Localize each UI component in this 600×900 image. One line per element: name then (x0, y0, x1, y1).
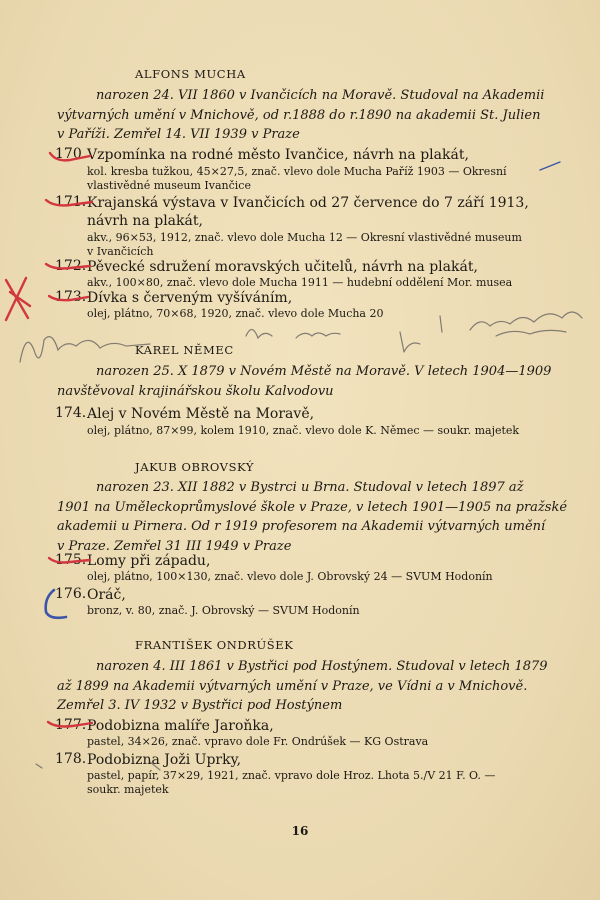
title-line: Krajanská výstava v Ivančicích od 27 července do 7 září 1913, (87, 195, 529, 211)
red-cross-stroke (6, 278, 26, 320)
bio-line: akademii u Pirnera. Od r 1919 profesorem na Akademii výtvarných umění (57, 519, 546, 534)
artist-bio (57, 362, 567, 401)
bio-line: navštěvoval krajinářskou školu Kalvodovu (57, 383, 334, 399)
red-check-marks (6, 153, 92, 727)
artist-bio (57, 86, 567, 145)
bio-line: narozen 24. VII 1860 v Ivančicích na Moravě. Studoval na Akademii (96, 88, 545, 103)
scribble (36, 764, 42, 768)
description-line: pastel, papír, 37×29, 1921, znač. vpravo dole Hroz. Lhota 5./V 21 F. O. — (87, 769, 496, 782)
red-cross-stroke (10, 292, 30, 306)
entry-description (87, 570, 565, 584)
page-number: 16 (291, 824, 309, 838)
scribble (246, 329, 272, 338)
entry-number: 174. (55, 405, 87, 421)
entry-number: 175. (55, 552, 87, 568)
entry-description (87, 165, 565, 192)
description-line: olej, plátno, 87×99, kolem 1910, znač. vlevo dole K. Němec — soukr. majetek (87, 424, 520, 437)
bio-line: až 1899 na Akademii výtvarných umění v Praze, ve Vídni a v Mnichově. (57, 678, 528, 694)
artist-name: KAREL NĚMEC (135, 343, 234, 357)
entry-title: Dívka s červeným vyšíváním, (87, 290, 293, 306)
red-cross-stroke (6, 280, 28, 318)
entry-title: Oráč, (87, 587, 126, 603)
description-line: pastel, 34×26, znač. vpravo dole Fr. Ondrúšek — KG Ostrava (87, 735, 429, 748)
bio-line: narozen 25. X 1879 v Novém Městě na Moravě. V letech 1904—1909 (96, 364, 552, 379)
artist-name: FRANTIŠEK ONDRÚŠEK (135, 638, 294, 652)
entry-number: 173. (55, 289, 87, 305)
entry-number: 171. (55, 194, 87, 210)
entry-title: Pěvecké sdružení moravských učitelů, návrh na plakát, (87, 259, 478, 275)
entry-title: Podobizna malíře Jaroňka, (87, 718, 274, 734)
description-line: bronz, v. 80, znač. J. Obrovský — SVUM Hodonín (87, 604, 360, 617)
entry-number: 177. (55, 717, 87, 733)
description-line: vlastivědné museum Ivančice (87, 178, 251, 192)
entry-description (87, 769, 565, 796)
entry-number: 170. (55, 146, 87, 162)
description-line: olej, plátno, 100×130, znač. vlevo dole J. Obrovský 24 — SVUM Hodonín (87, 570, 493, 583)
description-line: olej, plátno, 70×68, 1920, znač. vlevo dole Mucha 20 (87, 307, 384, 320)
entry-title: Alej v Novém Městě na Moravě, (87, 406, 315, 422)
entry-title: Lomy při západu, (87, 553, 211, 569)
scribble (20, 337, 150, 362)
entry-number: 172. (55, 258, 87, 274)
entry-title (87, 194, 567, 230)
bio-line: výtvarných umění v Mnichově, od r.1888 do r.1890 na akademii St. Julien (57, 107, 541, 123)
bio-line: narozen 23. XII 1882 v Bystrci u Brna. Studoval v letech 1897 až (96, 480, 524, 495)
scribble (400, 332, 420, 352)
description-line: akv., 96×53, 1912, znač. vlevo dole Mucha 12 — Okresní vlastivědné museum (87, 231, 522, 244)
entry-description (87, 307, 565, 321)
description-line: v Ivančicích (87, 244, 154, 258)
artist-name: ALFONS MUCHA (135, 67, 246, 81)
entry-description (87, 735, 565, 749)
description-line: soukr. majetek (87, 782, 169, 796)
entry-description (87, 231, 565, 258)
entry-number: 176. (55, 586, 87, 602)
entry-description (87, 604, 565, 618)
artist-bio (57, 657, 567, 716)
artist-name: JAKUB OBROVSKÝ (135, 460, 255, 474)
entry-number: 178. (55, 751, 87, 767)
artist-bio (57, 478, 567, 556)
entry-title: Vzpomínka na rodné město Ivančice, návrh na plakát, (87, 147, 469, 163)
scribble (496, 330, 566, 336)
bio-line: narozen 4. III 1861 v Bystřici pod Hostýnem. Studoval v letech 1879 (96, 659, 548, 674)
bio-line: v Paříži. Zemřel 14. VII 1939 v Praze (57, 127, 300, 142)
bio-line: 1901 na Uměleckoprůmyslové škole v Praze, v letech 1901—1905 na pražské (57, 499, 568, 515)
scribble (296, 333, 340, 338)
entry-description (87, 424, 565, 438)
entry-description (87, 276, 565, 290)
bio-line: v Praze. Zemřel 31 III 1949 v Praze (57, 538, 292, 554)
bio-line: Zemřel 3. IV 1932 v Bystřici pod Hostýnem (57, 698, 343, 713)
entry-title: Podobizna Joži Uprky, (87, 752, 242, 768)
title-line: návrh na plakát, (87, 213, 203, 229)
description-line: akv., 100×80, znač. vlevo dole Mucha 1911 — hudební oddělení Mor. musea (87, 276, 513, 289)
description-line: kol. kresba tužkou, 45×27,5, znač. vlevo dole Mucha Paříž 1903 — Okresní (87, 165, 507, 178)
